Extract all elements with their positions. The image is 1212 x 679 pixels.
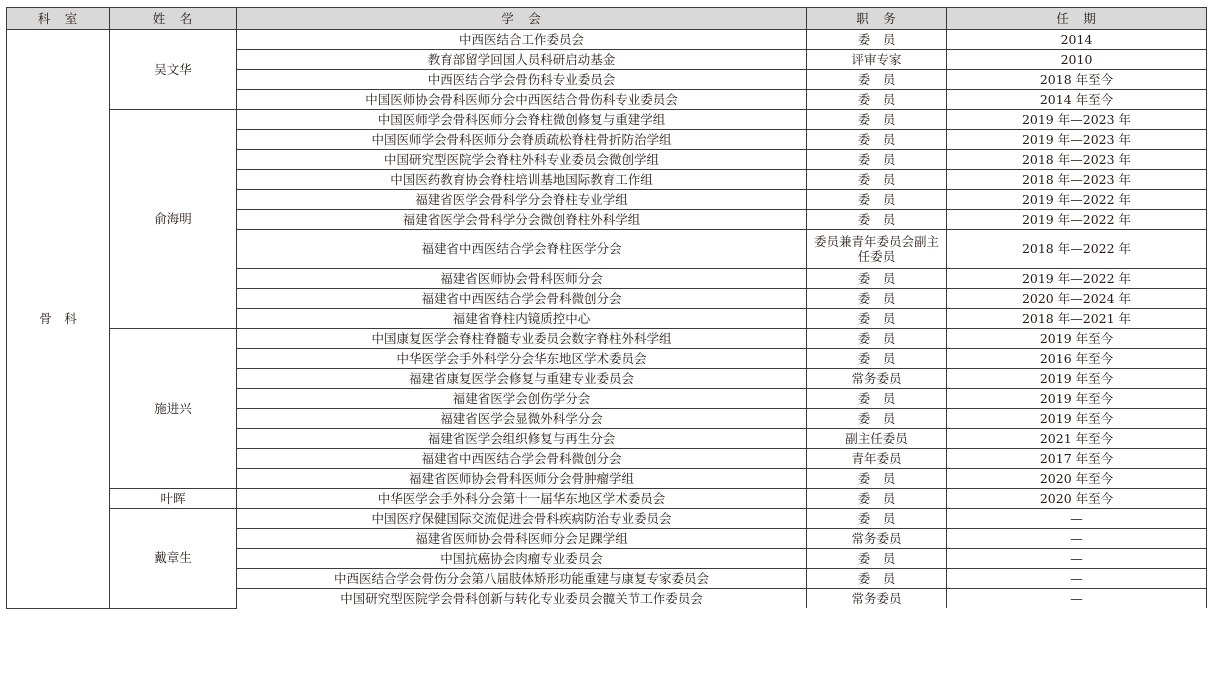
table-body	[7, 30, 1207, 609]
table-row	[7, 489, 1207, 509]
term-cell: 2017 年至今	[947, 449, 1207, 469]
position-cell: 委 员	[807, 190, 947, 210]
department-cell: 骨 科	[7, 30, 110, 609]
person-name-cell: 吴文华	[110, 30, 237, 110]
header-society: 学 会	[237, 8, 807, 30]
position-cell: 常务委员	[807, 369, 947, 389]
society-cell: 福建省中西医结合学会骨科微创分会	[237, 449, 807, 469]
position-cell: 委 员	[807, 289, 947, 309]
society-cell: 福建省康复医学会修复与重建专业委员会	[237, 369, 807, 389]
position-cell: 委 员	[807, 329, 947, 349]
society-cell: 中华医学会手外科学分会华东地区学术委员会	[237, 349, 807, 369]
society-cell: 中国医师学会骨科医师分会脊质疏松脊柱骨折防治学组	[237, 130, 807, 150]
society-cell: 中国医师学会骨科医师分会脊柱微创修复与重建学组	[237, 110, 807, 130]
society-cell: 福建省医师协会骨科医师分会骨肿瘤学组	[237, 469, 807, 489]
position-cell: 委 员	[807, 349, 947, 369]
position-cell: 委 员	[807, 30, 947, 50]
term-cell: —	[947, 509, 1207, 529]
term-cell: 2020 年至今	[947, 489, 1207, 509]
society-cell: 中国医疗保健国际交流促进会骨科疾病防治专业委员会	[237, 509, 807, 529]
society-cell: 中国抗癌协会肉瘤专业委员会	[237, 549, 807, 569]
society-cell: 中国医药教育协会脊柱培训基地国际教育工作组	[237, 170, 807, 190]
position-cell: 委 员	[807, 150, 947, 170]
term-cell: 2019 年至今	[947, 369, 1207, 389]
term-cell: 2019 年—2022 年	[947, 190, 1207, 210]
position-cell: 委 员	[807, 389, 947, 409]
society-cell: 福建省医学会组织修复与再生分会	[237, 429, 807, 449]
table-header	[7, 8, 1207, 30]
position-cell: 委 员	[807, 210, 947, 230]
term-cell: 2018 年—2023 年	[947, 150, 1207, 170]
person-name-cell: 戴章生	[110, 509, 237, 609]
society-cell: 福建省医学会显微外科学分会	[237, 409, 807, 429]
position-cell: 委 员	[807, 130, 947, 150]
header-position: 职 务	[807, 8, 947, 30]
term-cell: —	[947, 549, 1207, 569]
position-cell: 委 员	[807, 549, 947, 569]
header-department: 科 室	[7, 8, 110, 30]
society-cell: 福建省脊柱内镜质控中心	[237, 309, 807, 329]
society-cell: 中国康复医学会脊柱脊髓专业委员会数字脊柱外科学组	[237, 329, 807, 349]
term-cell: 2020 年—2024 年	[947, 289, 1207, 309]
society-cell: 福建省医师协会骨科医师分会	[237, 269, 807, 289]
society-cell: 福建省医学会创伤学分会	[237, 389, 807, 409]
term-cell: 2014 年至今	[947, 90, 1207, 110]
term-cell: —	[947, 529, 1207, 549]
position-cell: 委 员	[807, 309, 947, 329]
position-cell: 常务委员	[807, 589, 947, 609]
position-cell: 委员兼青年委员会副主任委员	[807, 230, 947, 269]
society-cell: 福建省中西医结合学会骨科微创分会	[237, 289, 807, 309]
person-name-cell: 施进兴	[110, 329, 237, 489]
society-cell: 中西医结合学会骨伤分会第八届肢体矫形功能重建与康复专家委员会	[237, 569, 807, 589]
term-cell: 2019 年至今	[947, 389, 1207, 409]
membership-table-container	[6, 7, 1206, 609]
society-cell: 中西医结合工作委员会	[237, 30, 807, 50]
position-cell: 青年委员	[807, 449, 947, 469]
term-cell: 2016 年至今	[947, 349, 1207, 369]
header-term: 任 期	[947, 8, 1207, 30]
term-cell: 2021 年至今	[947, 429, 1207, 449]
position-cell: 委 员	[807, 509, 947, 529]
term-cell: 2019 年—2022 年	[947, 210, 1207, 230]
header-name: 姓 名	[110, 8, 237, 30]
term-cell: 2019 年—2023 年	[947, 110, 1207, 130]
society-cell: 福建省医师协会骨科医师分会足踝学组	[237, 529, 807, 549]
term-cell: 2018 年—2022 年	[947, 230, 1207, 269]
term-cell: 2018 年—2021 年	[947, 309, 1207, 329]
table-row	[7, 30, 1207, 50]
position-cell: 委 员	[807, 469, 947, 489]
position-cell: 委 员	[807, 90, 947, 110]
society-cell: 福建省医学会骨科学分会脊柱专业学组	[237, 190, 807, 210]
person-name-cell: 叶晖	[110, 489, 237, 509]
position-cell: 委 员	[807, 70, 947, 90]
society-cell: 教育部留学回国人员科研启动基金	[237, 50, 807, 70]
position-cell: 评审专家	[807, 50, 947, 70]
term-cell: 2018 年—2023 年	[947, 170, 1207, 190]
term-cell: —	[947, 569, 1207, 589]
membership-table	[6, 7, 1207, 609]
position-cell: 委 员	[807, 269, 947, 289]
position-cell: 委 员	[807, 110, 947, 130]
term-cell: 2010	[947, 50, 1207, 70]
term-cell: 2020 年至今	[947, 469, 1207, 489]
society-cell: 中国研究型医院学会骨科创新与转化专业委员会髋关节工作委员会	[237, 589, 807, 609]
position-cell: 常务委员	[807, 529, 947, 549]
term-cell: 2018 年至今	[947, 70, 1207, 90]
society-cell: 中国医师协会骨科医师分会中西医结合骨伤科专业委员会	[237, 90, 807, 110]
society-cell: 中国研究型医院学会脊柱外科专业委员会微创学组	[237, 150, 807, 170]
society-cell: 中西医结合学会骨伤科专业委员会	[237, 70, 807, 90]
term-cell: 2019 年至今	[947, 329, 1207, 349]
table-row	[7, 110, 1207, 130]
position-cell: 委 员	[807, 489, 947, 509]
society-cell: 中华医学会手外科分会第十一届华东地区学术委员会	[237, 489, 807, 509]
header-row	[7, 8, 1207, 30]
table-row	[7, 509, 1207, 529]
table-row	[7, 329, 1207, 349]
term-cell: 2019 年至今	[947, 409, 1207, 429]
society-cell: 福建省医学会骨科学分会微创脊柱外科学组	[237, 210, 807, 230]
person-name-cell: 俞海明	[110, 110, 237, 329]
position-cell: 委 员	[807, 170, 947, 190]
term-cell: 2014	[947, 30, 1207, 50]
position-cell: 副主任委员	[807, 429, 947, 449]
society-cell: 福建省中西医结合学会脊柱医学分会	[237, 230, 807, 269]
position-cell: 委 员	[807, 409, 947, 429]
position-cell: 委 员	[807, 569, 947, 589]
term-cell: 2019 年—2022 年	[947, 269, 1207, 289]
term-cell: 2019 年—2023 年	[947, 130, 1207, 150]
term-cell: —	[947, 589, 1207, 609]
